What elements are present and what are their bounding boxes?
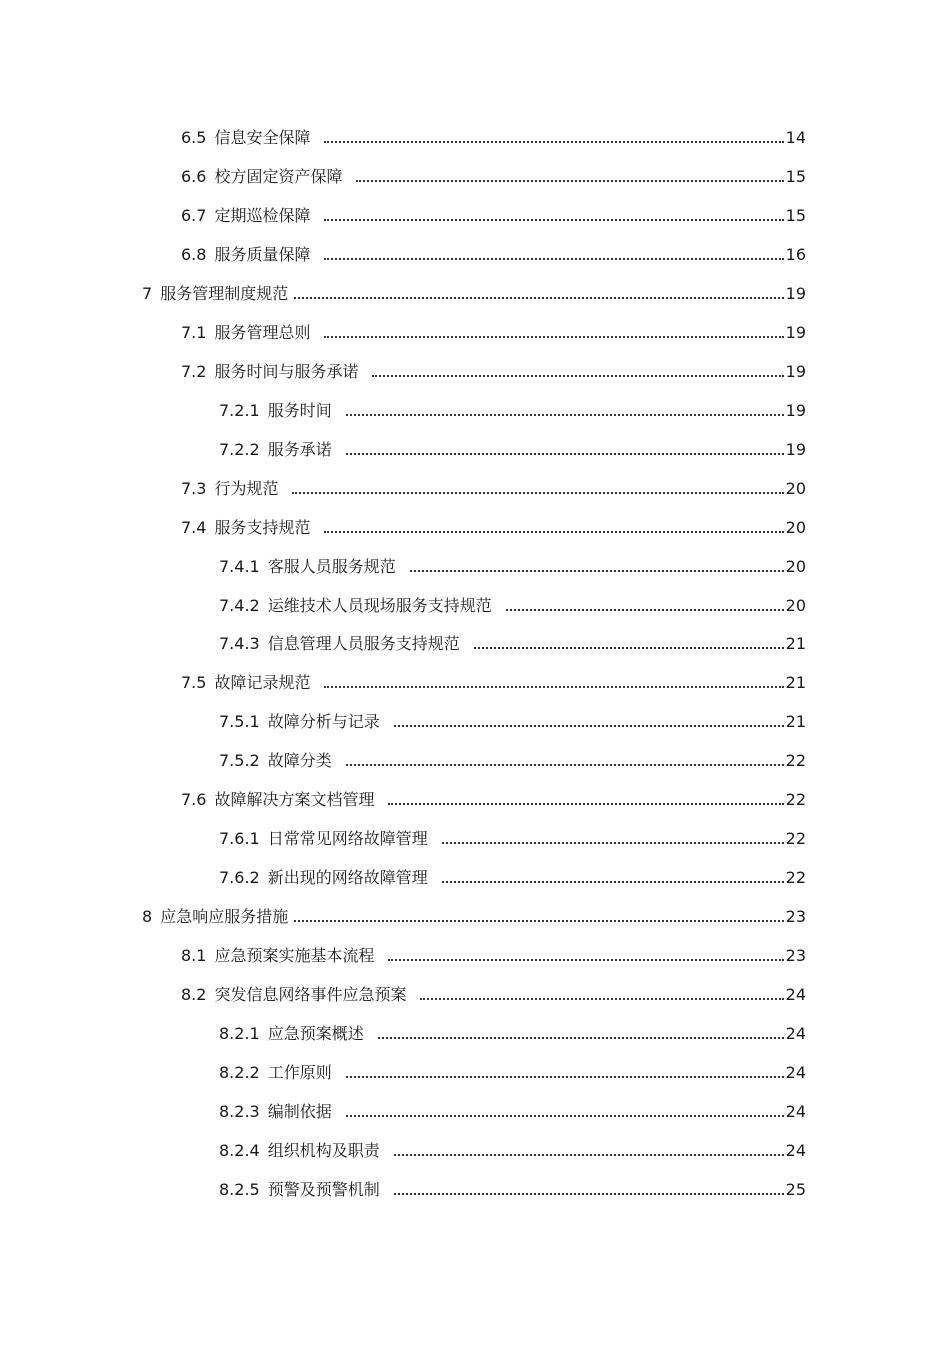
toc-entry-title: 应急预案实施基本流程 (214, 946, 375, 965)
toc-entry-title: 校方固定资产保障 (214, 167, 343, 186)
toc-entry-page-number: 23 (785, 907, 806, 926)
toc-dot-leader (378, 1037, 784, 1039)
toc-entry-number: 8.1 (181, 946, 207, 965)
toc-dot-leader (372, 375, 783, 377)
toc-entry[interactable] (181, 789, 806, 811)
toc-entry-title: 服务质量保障 (214, 245, 311, 264)
toc-entry[interactable] (219, 828, 806, 850)
toc-dot-leader (294, 920, 783, 922)
toc-entry-page-number: 16 (785, 245, 806, 264)
toc-dot-leader (420, 998, 783, 1000)
toc-entry-number: 8 (142, 907, 153, 926)
toc-dot-leader (324, 531, 783, 533)
toc-entry-title: 组织机构及职责 (267, 1141, 380, 1160)
toc-entry-page-number: 22 (785, 829, 806, 848)
toc-entry[interactable] (219, 1023, 806, 1045)
toc-entry-number: 7.4 (181, 518, 207, 537)
toc-entry-title: 新出现的网络故障管理 (267, 868, 428, 887)
toc-entry-number: 8.2.5 (219, 1180, 260, 1199)
toc-entry[interactable] (142, 283, 806, 305)
toc-dot-leader (394, 1154, 784, 1156)
toc-entry-page-number: 24 (785, 1141, 806, 1160)
toc-entry[interactable] (181, 361, 806, 383)
toc-entry-page-number: 24 (785, 1024, 806, 1043)
toc-entry-page-number: 22 (785, 790, 806, 809)
toc-entry[interactable] (181, 945, 806, 967)
toc-entry-title: 故障分类 (267, 751, 332, 770)
toc-entry[interactable] (181, 984, 806, 1006)
toc-entry-page-number: 19 (785, 362, 806, 381)
toc-entry[interactable] (181, 517, 806, 539)
toc-entry-title: 日常常见网络故障管理 (267, 829, 428, 848)
toc-entry[interactable] (219, 633, 806, 655)
toc-entry-title: 信息管理人员服务支持规范 (267, 634, 460, 653)
toc-entry-page-number: 24 (785, 985, 806, 1004)
toc-entry-title: 服务管理制度规范 (160, 284, 289, 303)
toc-dot-leader (324, 141, 783, 143)
toc-entry-number: 7.3 (181, 479, 207, 498)
toc-entry-number: 6.8 (181, 245, 207, 264)
toc-entry[interactable] (219, 1062, 806, 1084)
toc-entry-page-number: 25 (785, 1180, 806, 1199)
toc-entry-title: 客服人员服务规范 (267, 557, 396, 576)
toc-entry-page-number: 19 (785, 284, 806, 303)
toc-entry[interactable] (181, 244, 806, 266)
toc-entry-number: 7.5 (181, 673, 207, 692)
toc-entry[interactable] (181, 166, 806, 188)
toc-entry-number: 7.4.3 (219, 634, 260, 653)
toc-dot-leader (294, 297, 783, 299)
toc-dot-leader (346, 1076, 784, 1078)
toc-entry[interactable] (219, 711, 806, 733)
toc-entry-page-number: 23 (785, 946, 806, 965)
toc-entry[interactable] (181, 672, 806, 694)
toc-entry-number: 8.2.3 (219, 1102, 260, 1121)
toc-dot-leader (346, 764, 784, 766)
toc-entry[interactable] (219, 1140, 806, 1162)
toc-dot-leader (292, 492, 783, 494)
toc-entry-page-number: 21 (785, 634, 806, 653)
toc-entry-title: 服务承诺 (267, 440, 332, 459)
toc-entry[interactable] (181, 322, 806, 344)
toc-entry-number: 6.7 (181, 206, 207, 225)
toc-entry-title: 故障分析与记录 (267, 712, 380, 731)
toc-entry-number: 7.5.1 (219, 712, 260, 731)
toc-dot-leader (410, 570, 784, 572)
toc-entry-number: 7.4.1 (219, 557, 260, 576)
toc-entry[interactable] (219, 1101, 806, 1123)
toc-entry-title: 行为规范 (214, 479, 279, 498)
toc-dot-leader (442, 842, 784, 844)
toc-entry[interactable] (181, 478, 806, 500)
toc-entry-page-number: 24 (785, 1063, 806, 1082)
toc-dot-leader (474, 647, 784, 649)
toc-dot-leader (394, 1193, 784, 1195)
toc-entry[interactable] (181, 205, 806, 227)
toc-dot-leader (388, 959, 783, 961)
toc-dot-leader (324, 219, 783, 221)
toc-entry-page-number: 22 (785, 868, 806, 887)
toc-entry-page-number: 15 (785, 167, 806, 186)
toc-entry-page-number: 19 (785, 440, 806, 459)
toc-dot-leader (324, 258, 783, 260)
toc-entry-number: 8.2.1 (219, 1024, 260, 1043)
toc-entry-page-number: 24 (785, 1102, 806, 1121)
toc-entry-number: 7.2.2 (219, 440, 260, 459)
toc-entry-page-number: 20 (785, 596, 806, 615)
toc-entry-page-number: 20 (785, 557, 806, 576)
toc-entry-number: 7.2 (181, 362, 207, 381)
toc-entry-title: 编制依据 (267, 1102, 332, 1121)
toc-entry-page-number: 14 (785, 128, 806, 147)
toc-entry[interactable] (219, 439, 806, 461)
toc-dot-leader (324, 336, 783, 338)
toc-entry-number: 7.1 (181, 323, 207, 342)
toc-entry[interactable] (219, 556, 806, 578)
toc-entry-number: 8.2 (181, 985, 207, 1004)
toc-entry-number: 7.2.1 (219, 401, 260, 420)
toc-entry-title: 应急预案概述 (267, 1024, 364, 1043)
toc-dot-leader (346, 1115, 784, 1117)
toc-entry[interactable] (181, 127, 806, 149)
toc-dot-leader (506, 609, 784, 611)
toc-entry-number: 8.2.2 (219, 1063, 260, 1082)
toc-entry-title: 突发信息网络事件应急预案 (214, 985, 407, 1004)
toc-entry-number: 7.6.2 (219, 868, 260, 887)
toc-entry-number: 7 (142, 284, 153, 303)
toc-entry-page-number: 15 (785, 206, 806, 225)
toc-entry[interactable] (219, 595, 806, 617)
toc-entry-title: 服务管理总则 (214, 323, 311, 342)
toc-entry-number: 7.5.2 (219, 751, 260, 770)
toc-entry[interactable] (219, 1179, 806, 1201)
toc-entry-number: 6.5 (181, 128, 207, 147)
toc-entry-number: 7.6 (181, 790, 207, 809)
toc-entry[interactable] (142, 906, 806, 928)
toc-entry-title: 服务支持规范 (214, 518, 311, 537)
toc-entry-title: 故障解决方案文档管理 (214, 790, 375, 809)
toc-entry-title: 服务时间 (267, 401, 332, 420)
toc-entry[interactable] (219, 867, 806, 889)
toc-entry-title: 运维技术人员现场服务支持规范 (267, 596, 492, 615)
toc-entry[interactable] (219, 750, 806, 772)
toc-dot-leader (442, 881, 784, 883)
toc-entry-title: 工作原则 (267, 1063, 332, 1082)
toc-dot-leader (346, 414, 784, 416)
toc-entry-number: 8.2.4 (219, 1141, 260, 1160)
toc-dot-leader (346, 453, 784, 455)
toc-entry-page-number: 19 (785, 323, 806, 342)
toc-entry-title: 定期巡检保障 (214, 206, 311, 225)
toc-entry-number: 7.4.2 (219, 596, 260, 615)
toc-dot-leader (356, 180, 783, 182)
toc-entry-page-number: 21 (785, 673, 806, 692)
toc-entry-page-number: 22 (785, 751, 806, 770)
toc-entry-title: 预警及预警机制 (267, 1180, 380, 1199)
toc-entry-page-number: 21 (785, 712, 806, 731)
toc-entry-title: 故障记录规范 (214, 673, 311, 692)
toc-dot-leader (394, 725, 784, 727)
toc-entry-number: 6.6 (181, 167, 207, 186)
toc-entry-number: 7.6.1 (219, 829, 260, 848)
toc-entry-title: 服务时间与服务承诺 (214, 362, 359, 381)
toc-entry-page-number: 20 (785, 518, 806, 537)
toc-entry-title: 应急响应服务措施 (160, 907, 289, 926)
toc-dot-leader (324, 686, 783, 688)
toc-entry[interactable] (219, 400, 806, 422)
toc-dot-leader (388, 803, 783, 805)
toc-entry-page-number: 20 (785, 479, 806, 498)
toc-entry-page-number: 19 (785, 401, 806, 420)
toc-entry-title: 信息安全保障 (214, 128, 311, 147)
